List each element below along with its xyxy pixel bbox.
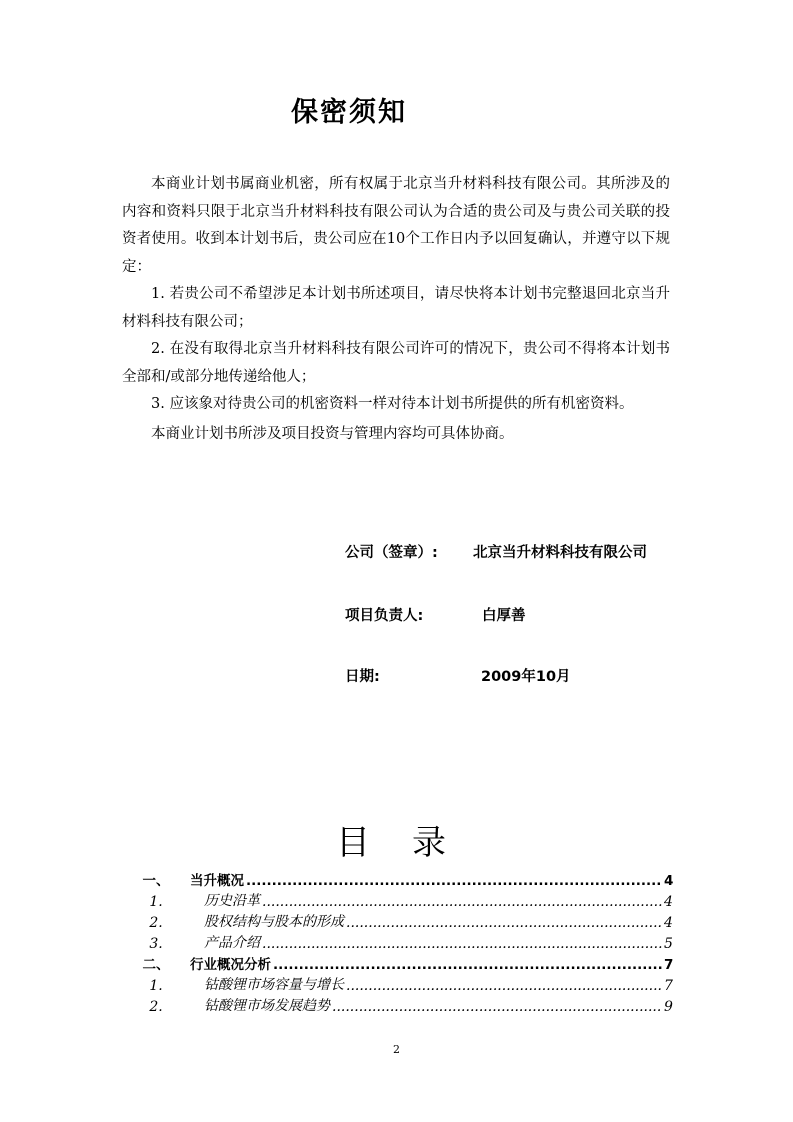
toc-leader-dots (273, 957, 662, 973)
toc-entry-text: 股权结构与股本的形成 (204, 914, 344, 930)
toc-entry[interactable] (122, 952, 672, 973)
page-number: 2 (393, 1043, 400, 1056)
toc-leader-dots (346, 978, 662, 994)
toc-entry[interactable] (122, 910, 672, 931)
intro-paragraph: 本商业计划书属商业机密，所有权属于北京当升材料科技有限公司。其所涉及的内容和资料只限于北京当升材料科技有限公司认为合适的贵公司及与贵公司关联的投资者使用。收到本计划书后，贵公司应在10个工作日内予以回复确认，并遵守以下规定： (122, 176, 670, 275)
toc-entry-number: 1. (149, 978, 163, 994)
closing-paragraph: 本商业计划书所涉及项目投资与管理内容均可具体协商。 (151, 425, 514, 442)
date-label: 日期: (345, 669, 380, 685)
toc-entry[interactable] (122, 868, 672, 889)
leader-value: 白厚善 (482, 608, 526, 624)
toc-entry-text: 产品介绍 (204, 935, 260, 951)
company-value: 北京当升材料科技有限公司 (473, 545, 647, 561)
toc-entry-page: 4 (664, 894, 673, 910)
toc-title-char-2: 录 (412, 823, 446, 863)
rule-item-1: 1. 若贵公司不希望涉足本计划书所述项目，请尽快将本计划书完整退回北京当升材料科技有限公司； (122, 286, 670, 330)
rule-item-3: 3. 应该象对待贵公司的机密资料一样对待本计划书所提供的所有机密资料。 (151, 396, 634, 412)
toc-entry-number: 二、 (142, 957, 170, 973)
toc-entry-text: 当升概况 (190, 873, 244, 889)
toc-leader-dots (246, 873, 662, 889)
toc-leader-dots (262, 936, 662, 952)
toc-entry-page: 4 (664, 873, 674, 889)
toc-entry[interactable] (122, 973, 672, 994)
toc-leader-dots (262, 894, 662, 910)
toc-entry-text: 钴酸锂市场发展趋势 (204, 998, 330, 1014)
toc-entry-page: 7 (664, 957, 674, 973)
toc-entry-page: 5 (664, 936, 673, 952)
toc-entry-page: 4 (664, 915, 673, 931)
toc-entry[interactable] (122, 889, 672, 910)
confidentiality-title: 保密须知 (291, 97, 407, 128)
toc-leader-dots (346, 915, 662, 931)
table-of-contents (122, 868, 672, 1015)
company-label: 公司（签章）: (345, 545, 438, 561)
toc-entry-text: 历史沿革 (204, 893, 260, 909)
date-value: 2009年10月 (481, 669, 571, 685)
confidentiality-body (122, 171, 670, 448)
toc-entry-page: 9 (664, 999, 673, 1015)
toc-entry-page: 7 (664, 978, 673, 994)
toc-entry[interactable] (122, 931, 672, 952)
toc-entry-number: 一、 (142, 873, 170, 889)
leader-label: 项目负责人: (345, 608, 424, 624)
toc-entry[interactable] (122, 994, 672, 1015)
toc-leader-dots (332, 999, 662, 1015)
rule-item-2: 2. 在没有取得北京当升材料科技有限公司许可的情况下，贵公司不得将本计划书全部和/或部分地传递给他人； (122, 341, 670, 385)
toc-entry-text: 钴酸锂市场容量与增长 (204, 977, 344, 993)
toc-title-char-1: 目 (336, 823, 370, 863)
toc-entry-number: 2. (149, 999, 163, 1015)
toc-entry-number: 2. (149, 915, 163, 931)
toc-entry-number: 1. (149, 894, 163, 910)
toc-entry-number: 3. (149, 936, 163, 952)
toc-entry-text: 行业概况分析 (190, 957, 271, 973)
